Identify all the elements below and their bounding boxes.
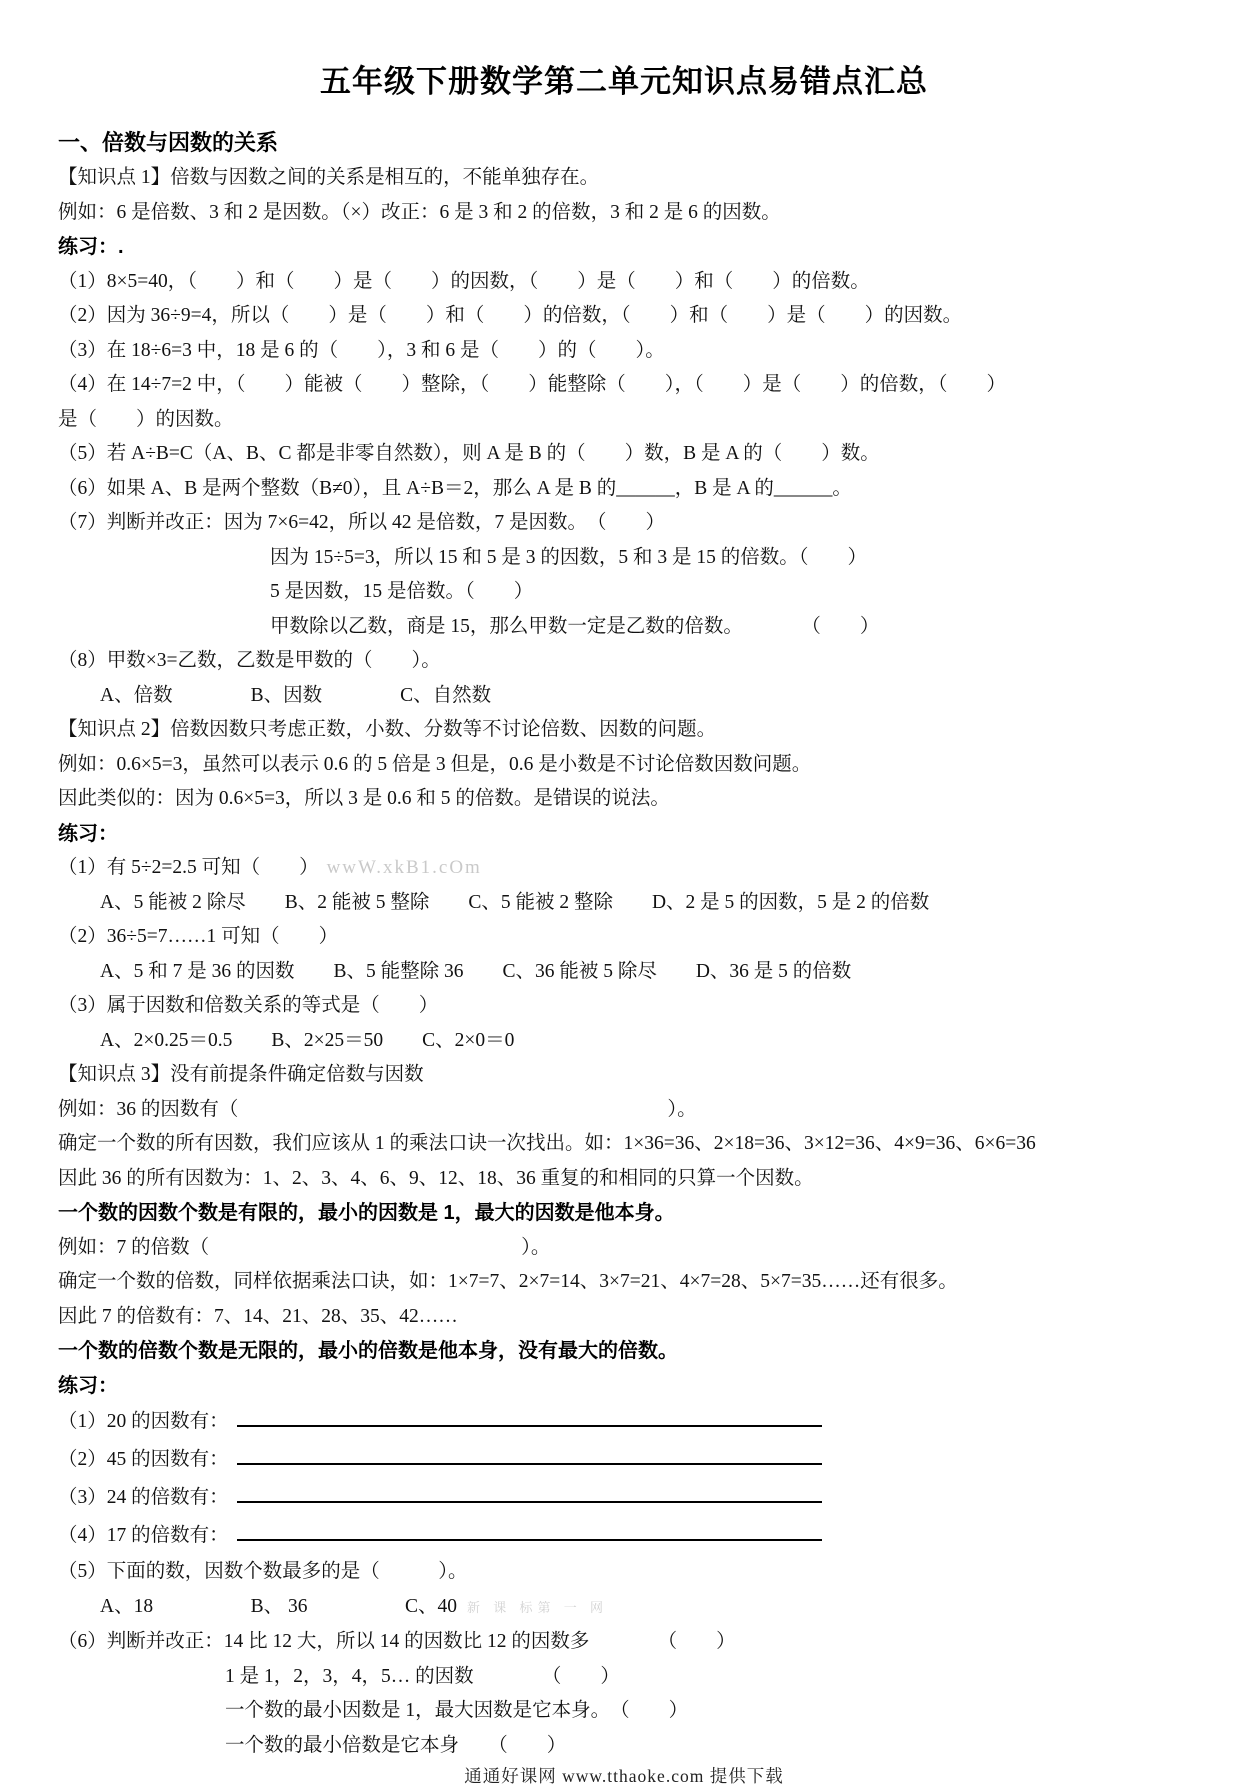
line-text: （1）有 5÷2=2.5 可知（ ） (58, 857, 319, 878)
line-text: （4）17 的倍数有： (58, 1525, 229, 1546)
section-heading: 一、倍数与因数的关系 (58, 130, 279, 155)
document-line (58, 1162, 1190, 1197)
document-line (58, 644, 1190, 679)
document-line (58, 679, 1190, 714)
line-text: 例如：7 的倍数（ ）。 (58, 1236, 551, 1258)
line-text: （2）因为 36÷9=4，所以（ ）是（ ）和（ ）的倍数，（ ）和（ ）是（ ）的因数。 (58, 305, 963, 326)
document-line (58, 748, 1190, 783)
document-line (58, 161, 1190, 196)
line-text: （1）20 的因数有： (58, 1411, 229, 1432)
document-line (58, 1441, 1190, 1479)
document-line (58, 403, 1190, 438)
document-line (58, 1729, 1190, 1764)
document-line (58, 230, 1190, 265)
line-text: 【知识点 1】倍数与因数之间的关系是相互的，不能单独存在。 (58, 167, 600, 188)
document-line (58, 575, 1190, 610)
watermark-text: 新 课 标第 一 网 (466, 1599, 608, 1615)
document-line (58, 437, 1190, 472)
document-line (58, 1127, 1190, 1162)
answer-blank[interactable] (237, 1482, 822, 1504)
line-text: 一个数的最小倍数是它本身 （ ） (225, 1734, 567, 1756)
document-line (58, 506, 1190, 541)
document-line (58, 334, 1190, 369)
document-line (58, 541, 1190, 576)
line-text: A、5 能被 2 除尽 B、2 能被 5 整除 C、5 能被 2 整除 D、2 是 5 的因数，5 是 2 的倍数 (100, 891, 930, 913)
line-text: 例如：36 的因数有（ ）。 (58, 1098, 697, 1120)
line-text: 因为 15÷5=3，所以 15 和 5 是 3 的因数，5 和 3 是 15 的倍数。（ ） (270, 546, 867, 568)
line-text: （3）属于因数和倍数关系的等式是（ ） (58, 995, 439, 1016)
answer-blank[interactable] (237, 1520, 822, 1542)
line-text: 甲数除以乙数，商是 15，那么甲数一定是乙数的倍数。 （ ） (270, 615, 880, 637)
document-line (58, 1555, 1190, 1590)
document-line (58, 782, 1190, 817)
document-line (58, 1024, 1190, 1059)
document-line (58, 1058, 1190, 1093)
line-text: 练习：. (58, 236, 124, 258)
answer-blank[interactable] (237, 1406, 822, 1428)
line-text: 一个数的因数个数是有限的，最小的因数是 1，最大的因数是他本身。 (58, 1202, 675, 1224)
answer-blank[interactable] (237, 1444, 822, 1466)
line-text: 练习： (58, 1374, 118, 1397)
watermark-text: wwW.xkB1.cOm (326, 857, 482, 878)
line-text: （3）在 18÷6=3 中，18 是 6 的（ ），3 和 6 是（ ）的（ ）。 (58, 339, 665, 361)
line-text: 确定一个数的倍数，同样依据乘法口诀，如：1×7=7、2×7=14、3×7=21、4×7=28、5×7=35……还有很多。 (58, 1271, 958, 1292)
document-line (58, 851, 1190, 886)
line-text: （2）36÷5=7……1 可知（ ） (58, 926, 339, 947)
document-line (58, 1093, 1190, 1128)
document-line (58, 1479, 1190, 1517)
line-text: （6）如果 A、B 是两个整数（B≠0），且 A÷B＝2，那么 A 是 B 的______，B 是 A 的______。 (58, 477, 852, 499)
document-line (58, 1231, 1190, 1266)
line-text: A、18 B、 36 C、40 (100, 1595, 457, 1617)
document-line (58, 1196, 1190, 1231)
line-text: （5）下面的数，因数个数最多的是（ ）。 (58, 1561, 468, 1582)
document-line (58, 196, 1190, 231)
line-text: 1 是 1，2，3，4，5… 的因数 （ ） (225, 1665, 620, 1687)
line-text: （3）24 的倍数有： (58, 1487, 229, 1508)
document-line (58, 610, 1190, 645)
document-line (58, 1694, 1190, 1729)
document-line (58, 886, 1190, 921)
line-text: （5）若 A÷B=C（A、B、C 都是非零自然数），则 A 是 B 的（ ）数，B 是 A 的（ ）数。 (58, 443, 880, 464)
document-line (58, 1660, 1190, 1695)
document-line (58, 1590, 1190, 1626)
line-text: 【知识点 3】没有前提条件确定倍数与因数 (58, 1064, 424, 1085)
document-line (58, 1265, 1190, 1300)
line-text: 因此 36 的所有因数为：1、2、3、4、6、9、12、18、36 重复的和相同的只算一个因数。 (58, 1167, 814, 1189)
document-line (58, 265, 1190, 300)
line-text: A、5 和 7 是 36 的因数 B、5 能整除 36 C、36 能被 5 除尽 D、36 是 5 的倍数 (100, 960, 852, 982)
line-text: （2）45 的因数有： (58, 1449, 229, 1470)
document-line (58, 955, 1190, 990)
line-text: 一个数的最小因数是 1，最大因数是它本身。 （ ） (225, 1700, 689, 1721)
line-text: 例如：6 是倍数、3 和 2 是因数。（×）改正：6 是 3 和 2 的倍数，3 和 2 是 6 的因数。 (58, 201, 781, 223)
page-footer: 通通好课网 www.tthaoke.com 提供下载 (464, 1766, 784, 1786)
document-line (58, 1334, 1190, 1369)
document-line (58, 1625, 1190, 1660)
line-text: （6）判断并改正：14 比 12 大，所以 14 的因数比 12 的因数多 （ ） (58, 1631, 736, 1652)
document-line (58, 299, 1190, 334)
document-line (58, 920, 1190, 955)
line-text: 【知识点 2】倍数因数只考虑正数，小数、分数等不讨论倍数、因数的问题。 (58, 719, 717, 740)
line-text: （7）判断并改正：因为 7×6=42，所以 42 是倍数，7 是因数。 （ ） (58, 512, 665, 533)
document-line (58, 989, 1190, 1024)
line-text: 练习： (58, 822, 118, 845)
document-line (58, 368, 1190, 403)
line-text: 5 是因数，15 是倍数。（ ） (270, 581, 534, 602)
line-text: 确定一个数的所有因数，我们应该从 1 的乘法口诀一次找出。如：1×36=36、2×18=36、3×12=36、4×9=36、6×6=36 (58, 1133, 1036, 1154)
line-text: A、倍数 B、因数 C、自然数 (100, 684, 492, 706)
document-line (58, 472, 1190, 507)
document-line (58, 817, 1190, 852)
page-title: 五年级下册数学第二单元知识点易错点汇总 (320, 64, 928, 99)
document-body (58, 161, 1190, 1763)
line-text: 一个数的倍数个数是无限的，最小的倍数是他本身，没有最大的倍数。 (58, 1340, 678, 1362)
document-line (58, 1300, 1190, 1335)
line-text: 因此 7 的倍数有：7、14、21、28、35、42…… (58, 1305, 458, 1327)
line-text: 因此类似的：因为 0.6×5=3，所以 3 是 0.6 和 5 的倍数。是错误的说法。 (58, 788, 670, 809)
document-line (58, 713, 1190, 748)
line-text: A、2×0.25＝0.5 B、2×25＝50 C、2×0＝0 (100, 1029, 515, 1051)
document-line (58, 1369, 1190, 1404)
line-text: （8）甲数×3=乙数，乙数是甲数的（ ）。 (58, 650, 441, 671)
line-text: （4）在 14÷7=2 中，（ ）能被（ ）整除，（ ）能整除（ ），（ ）是（ ）的倍数，（ ） (58, 374, 1006, 395)
line-text: 例如：0.6×5=3，虽然可以表示 0.6 的 5 倍是 3 但是，0.6 是小数是不讨论倍数因数问题。 (58, 753, 812, 775)
document-line (58, 1403, 1190, 1441)
line-text: 是（ ）的因数。 (58, 408, 234, 430)
document-line (58, 1517, 1190, 1555)
line-text: （1）8×5=40，（ ）和（ ）是（ ）的因数，（ ）是（ ）和（ ）的倍数。 (58, 270, 870, 292)
